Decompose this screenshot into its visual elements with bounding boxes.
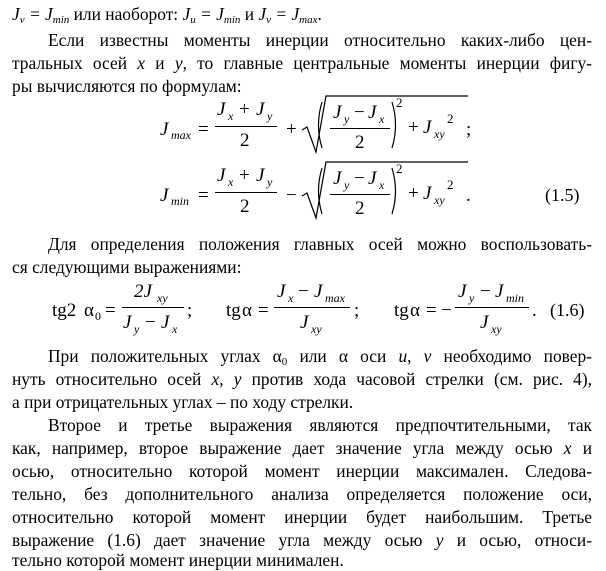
period: .	[532, 300, 537, 321]
paragraph-line: относительно которой момент инерции будет наибольшим. Третье	[12, 507, 592, 527]
paragraph-line: ры вычисляются по формулам:	[12, 76, 242, 96]
minus-sign: −	[354, 168, 365, 189]
plus-sign: +	[408, 183, 419, 204]
subscript-xy: xy	[157, 291, 168, 305]
text-fragment: min	[52, 14, 70, 26]
fraction-bar	[215, 192, 277, 193]
text-fragment: необходимо повер-	[431, 346, 592, 366]
symbol-J: J	[256, 99, 265, 120]
symbol-J: J	[160, 119, 169, 140]
paragraph-line	[12, 369, 592, 389]
paragraph-line: а при отрицательных углах – по ходу стрелки.	[12, 392, 354, 412]
subscript-x: x	[379, 178, 385, 192]
fraction-bar	[215, 126, 277, 127]
text-fragment: v	[19, 14, 25, 26]
exponent-2: 2	[396, 95, 403, 110]
subscript-y: y	[267, 175, 273, 189]
equation-number-1-5: (1.5)	[545, 185, 580, 205]
text-fragment: или наоборот:	[69, 4, 183, 24]
subscript-xy: xy	[434, 193, 445, 207]
text-fragment: ,	[219, 369, 234, 389]
intro-line	[12, 4, 322, 24]
subscript-x: x	[228, 175, 234, 189]
subscript-y: y	[267, 109, 273, 123]
text-fragment: При положительных углах	[48, 346, 273, 366]
symbol-J: J	[368, 102, 377, 123]
subscript-xy: xy	[311, 322, 322, 336]
text-fragment: или	[287, 346, 339, 366]
text-fragment: α	[272, 346, 282, 366]
text-fragment: = J	[195, 4, 224, 24]
exponent-2: 2	[447, 177, 454, 192]
plus-sign: +	[408, 117, 419, 138]
subscript-x: x	[379, 112, 385, 126]
text-fragment: и	[571, 438, 593, 458]
equals-sign: =	[105, 300, 116, 321]
text-fragment: и осью, относи-	[443, 530, 592, 550]
paragraph-line: Для определения положения главных осей можно воспользовать-	[48, 234, 592, 254]
semicolon: ;	[354, 300, 360, 321]
text-fragment: u	[398, 346, 408, 366]
denominator-2: 2	[240, 196, 250, 217]
symbol-J: J	[423, 117, 432, 138]
denominator-2: 2	[355, 132, 365, 153]
alpha-symbol: α	[84, 300, 94, 321]
text-fragment: max	[299, 14, 318, 26]
equals-sign: =	[258, 300, 269, 321]
semicolon: ;	[187, 300, 193, 321]
symbol-J: J	[160, 185, 169, 206]
minus-sign: −	[441, 300, 452, 321]
subscript-max: max	[325, 291, 345, 305]
paragraph-line	[12, 530, 592, 550]
subscript-min: min	[171, 194, 189, 208]
paragraph-line: тельно, без дополнительного анализа определяется положение оси,	[12, 484, 592, 504]
symbol-J: J	[368, 168, 377, 189]
subscript-0: 0	[95, 309, 101, 323]
paragraph-line: Второе и третье выражения являются предпочтительными, так	[48, 415, 592, 435]
exponent-2: 2	[396, 161, 403, 176]
symbol-J: J	[458, 281, 467, 302]
text-fragment: J	[182, 4, 191, 24]
text-fragment: y	[233, 369, 242, 389]
text-fragment: α	[338, 346, 348, 366]
symbol-J: J	[480, 312, 489, 333]
subscript-x: x	[172, 322, 178, 336]
minus-sign: −	[480, 281, 491, 302]
text-fragment: x	[137, 53, 146, 73]
paragraph-line	[48, 346, 592, 366]
minus-sign: −	[354, 102, 365, 123]
symbol-J: J	[423, 183, 432, 204]
tg2-label: tg2	[52, 300, 77, 321]
semicolon: ;	[466, 119, 472, 140]
subscript-y: y	[134, 322, 140, 336]
text-fragment: , то главные центральные моменты инерции фигу-	[182, 53, 592, 73]
minus-sign: −	[286, 185, 297, 206]
text-fragment: как, например, второе выражение дает значение угла между осью	[12, 438, 564, 458]
alpha-symbol: α	[242, 300, 252, 321]
text-fragment: .	[317, 4, 322, 24]
text-fragment: нуть относительно осей	[12, 369, 212, 389]
minus-sign: −	[298, 281, 309, 302]
equation-number-1-6: (1.6)	[550, 300, 585, 320]
plus-sign: +	[239, 99, 250, 120]
text-fragment: x	[563, 438, 572, 458]
symbol-J: J	[495, 281, 504, 302]
symbol-J: J	[256, 165, 265, 186]
paragraph-line: Если известны моменты инерции относительно каких-либо цен-	[48, 30, 592, 50]
text-fragment: тральных осей	[12, 53, 138, 73]
text-fragment: x	[211, 369, 220, 389]
paragraph-line: тельно которой момент инерции минимален.	[12, 550, 344, 570]
symbol-J: J	[314, 281, 323, 302]
symbol-J: J	[217, 165, 226, 186]
symbol-J: J	[333, 168, 342, 189]
equals-sign: =	[198, 119, 209, 140]
equals-sign: =	[426, 300, 437, 321]
paragraph-line: ся следующими выражениями:	[12, 257, 242, 277]
text-fragment: J	[12, 4, 20, 24]
plus-sign: +	[239, 165, 250, 186]
paragraph-line	[12, 438, 592, 458]
symbol-J: J	[277, 281, 286, 302]
text-fragment: min	[223, 14, 241, 26]
equals-sign: =	[198, 185, 209, 206]
text-fragment: J	[258, 4, 267, 24]
radical-sign	[300, 156, 470, 226]
right-paren	[300, 90, 470, 160]
fraction-bar	[455, 307, 529, 308]
fraction-bar	[122, 307, 184, 308]
tg-label: tg	[226, 300, 241, 321]
subscript-y: y	[469, 291, 475, 305]
minus-sign: −	[145, 312, 156, 333]
denominator-2: 2	[240, 130, 250, 151]
symbol-J: J	[161, 312, 170, 333]
fraction-bar	[330, 194, 390, 195]
subscript-y: y	[344, 112, 350, 126]
paragraph-line	[12, 53, 592, 73]
tg-label: tg	[394, 300, 409, 321]
subscript-xy: xy	[491, 322, 502, 336]
symbol-J: J	[333, 102, 342, 123]
text-fragment: v	[423, 346, 432, 366]
text-fragment: y	[435, 530, 444, 550]
subscript-x: x	[288, 291, 294, 305]
text-fragment: против хода часовой стрелки (см. рис. 4),	[241, 369, 592, 389]
symbol-J: J	[217, 99, 226, 120]
paragraph-line: осью, относительно которой момент инерции максимален. Следова-	[12, 461, 592, 481]
numerator-2J: 2J	[134, 281, 152, 302]
text-fragment: = J	[271, 4, 300, 24]
text-fragment: y	[174, 53, 183, 73]
period: .	[466, 185, 471, 206]
text-fragment: ,	[407, 346, 424, 366]
symbol-J: J	[300, 312, 309, 333]
text-fragment: выражение (1.6) дает значение угла между осью	[12, 530, 436, 550]
fraction-bar	[330, 128, 390, 129]
subscript-y: y	[344, 178, 350, 192]
text-fragment: = J	[24, 4, 53, 24]
subscript-max: max	[171, 128, 191, 142]
text-fragment: оси	[348, 346, 399, 366]
plus-sign: +	[286, 119, 297, 140]
denominator-2: 2	[355, 198, 365, 219]
exponent-2: 2	[447, 111, 454, 126]
text-fragment: и	[240, 4, 259, 24]
text-fragment: 0	[281, 356, 288, 368]
text-fragment: v	[266, 14, 272, 26]
subscript-xy: xy	[434, 127, 445, 141]
subscript-min: min	[506, 291, 524, 305]
fraction-bar	[274, 307, 350, 308]
text-fragment: и	[145, 53, 175, 73]
symbol-J: J	[123, 312, 132, 333]
text-fragment: u	[190, 14, 196, 26]
alpha-symbol: α	[410, 300, 420, 321]
subscript-x: x	[228, 109, 234, 123]
